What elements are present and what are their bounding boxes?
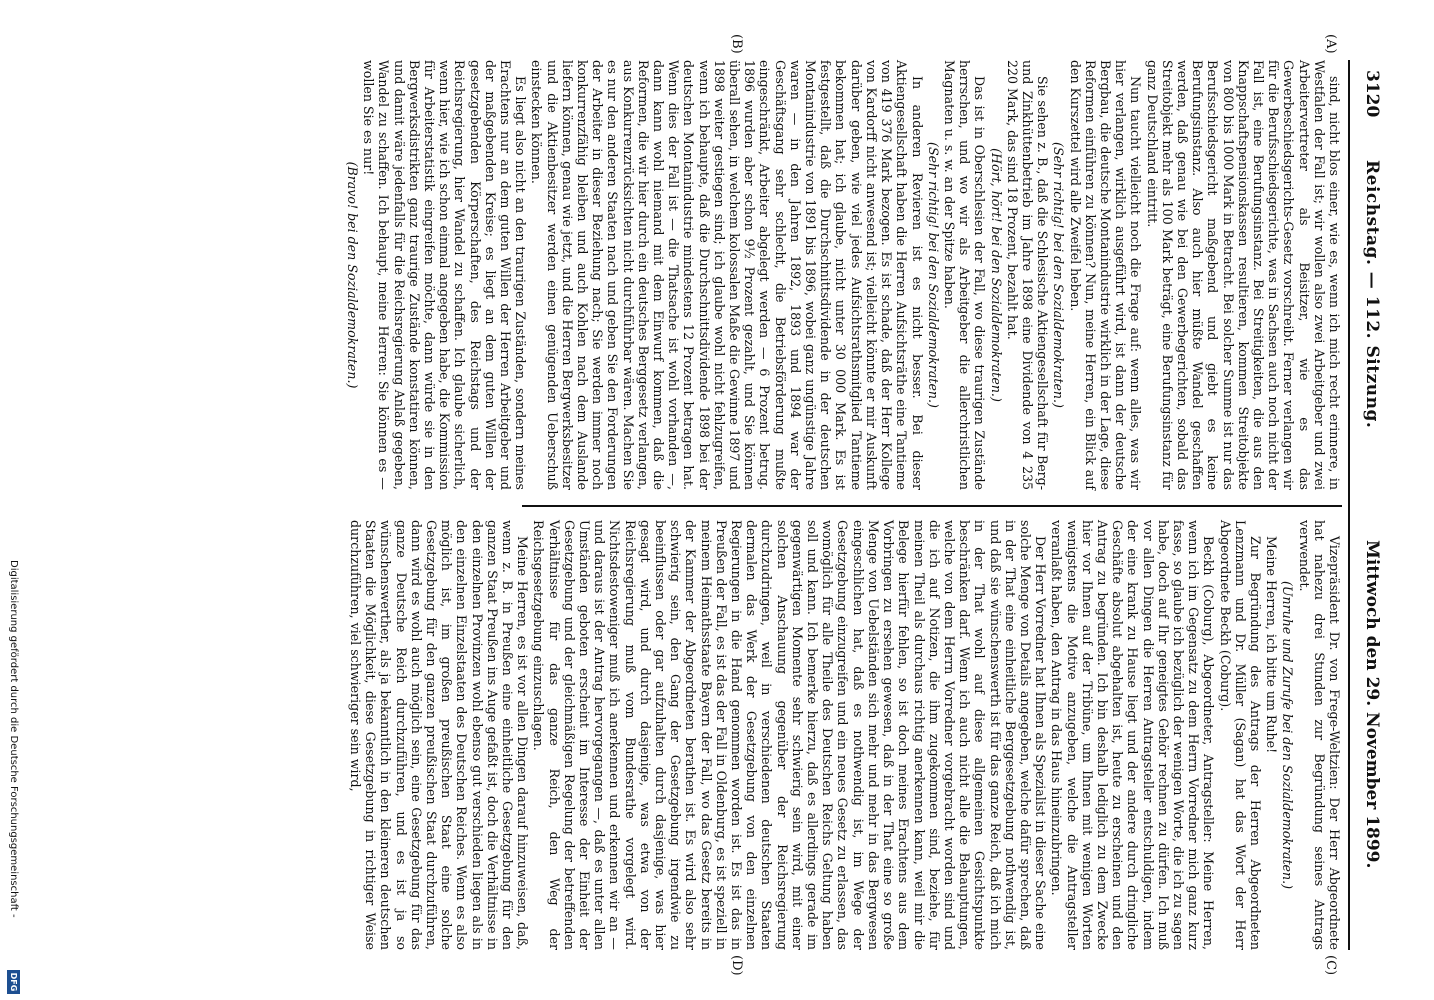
page-number: 3120 xyxy=(1362,70,1382,118)
interjection: (Hört, hört! bei den Sozialdemokraten.) xyxy=(988,148,1004,402)
header-title: Reichstag. — 112. Sitzung. xyxy=(1362,160,1382,429)
left-column xyxy=(345,60,1342,490)
interjection: (Sehr richtig! bei den Sozialdemokraten.) xyxy=(925,142,941,408)
paragraph: Zur Begründung des Antrags der Herren Abgeordneten Lenzmann und Dr. Müller (Sagan) hat das Wort der Herr Abgeordnete Beckh (Coburg). xyxy=(1217,520,1263,950)
header-rule xyxy=(1348,60,1350,950)
page-header xyxy=(1352,60,1386,950)
paragraph: Meine Herren, es ist vor allen Dingen darauf hinzuweisen, daß, wenn z. B. in Preußen eine einheitliche Gesetzgebung für den ganzen Staat Preußen ins Auge gefaßt ist, doch die Verhältnisse in den einzelnen Provinzen wohl ebenso gut verschieden liegen als in den einzelnen Einzelstaaten des Deutschen Reiches. Wenn es also möglich ist, im großen preußischen Staat eine solche Gesetzgebung für den ganzen preußischen Staat durchzuführen, dann wird es wohl auch möglich sein, eine Gesetzgebung für das ganze Deutsche Reich durchzuführen, und es ist ja so wünschenswerther, als ja bekanntlich in den kleineren deutschen Staaten die Möglichkeit, diese Gesetzgebung in richtiger Weise durchzuführen, viel schwieriger sein wird, xyxy=(348,520,531,950)
page-footer xyxy=(4,0,22,1000)
dfg-logo: DFG xyxy=(7,970,20,994)
header-date: Mittwoch den 29. November 1899. xyxy=(1362,540,1382,869)
interjection: (Unruhe und Zurufe bei den Sozialdemokraten.) xyxy=(1280,580,1296,890)
paragraph: Das ist in Oberschlesien der Fall, wo diese traurigen Zustände herrschen, und wo wir als Arbeitgeber die allerchristlichen Magnaten u. s. w. an der Spitze haben. xyxy=(941,60,988,490)
paragraph: Der Herr Vorredner hat Ihnen als Spezialist in dieser Sache eine solche Menge von Details angegeben, welche dafür sprechen, daß in der That eine einheitliche Berggesetzgebung nothwendig ist, und daß sie wünschenswerth ist für das ganze Reich, daß ich mich in der That wohl auf diese allgemeinen Gesichtspunkte beschränken darf. Wenn ich auch nicht alle die Behauptungen, welche von dem Herrn Vorredner vorgebracht worden sind und die ich auf Notizen, die ihm zugekommen sind, beziehe, für meinen Theil als durchaus richtig anerkennen kann, weil mir die Belege hierfür fehlen, so ist doch meines Erachtens aus dem Vorbringen zu ersehen gewesen, daß in der That eine so große Menge von Uebelständen sich mehr und mehr in das Bergwesen eingeschlichen hat, daß es nothwendig ist, im Wege der Gesetzgebung einzugreifen und ein neues Gesetz zu erlassen, das womöglich für alle Theile des Deutschen Reichs Geltung haben soll und kann. Ich bemerke hierzu, daß es allerdings gerade im gegenwärtigen Momente sehr schwierig sein wird, mit einer solchen Anschauung gegenüber der Reichsregierung durchzudringen, weil in verschiedenen deutschen Staaten dermalen das Werk der Gesetzgebung von den einzelnen Regierungen in die Hand genommen worden ist. Es ist das in Preußen der Fall, es ist das der Fall in Oldenburg, es ist speziell in meinem Heimathsstaate Bayern der Fall, wo das Gesetz bereits in der Kammer der Abgeordneten berathen ist. Es wird also sehr schwierig sein, den Gang der Gesetzgebung irgendwie zu beeinflussen oder gar aufzuhalten durch dasjenige, was hier gesagt wird, und durch dasjenige, was etwa von der Reichsregierung muß vom Bundesrathe vorgelegt wird. Nichtsdestoweniger muß ich anerkennen und erkennen wir an — und daraus ist der Antrag hervorgegangen —, daß es unter allen Umständen geboten erscheint im Interesse der Einheit der Gesetzgebung und der gleichmäßigen Regelung der betreffenden Verhältnisse für das ganze Reich, den Weg der Reichsgesetzgebung einzuschlagen. xyxy=(531,520,1049,950)
interjection: (Bravo! bei den Sozialdemokraten.) xyxy=(345,161,360,389)
interjection: (Sehr richtig! bei den Sozialdemokraten.) xyxy=(1051,142,1067,408)
margin-letter-d: (D) xyxy=(729,955,744,976)
column-divider xyxy=(522,505,1342,507)
paragraph: In anderen Revieren ist es nicht besser. Bei dieser Aktiengesellschaft haben die Herren Aufsichtsräthe eine Tantieme von 419 376 Mark bezogen. Es ist schade, daß der Herr Kollege von Kardorff nicht anwesend ist; vielleicht könnte er mir Auskunft darüber geben, wie viel jedes Aufsichtsrathsmitglied Tantieme bekommen hat; ich glaube, nicht unter 30 000 Mark. Es ist festgestellt, daß die Durchschnittsdividende in der deutschen Montanindustrie von 1891 bis 1896, wobei ganz ungünstige Jahre waren — in den Jahren 1892, 1893 und 1894 war der Geschäftsgang sehr schlecht, die Betriebsförderung mußte eingeschränkt, Arbeiter abgelegt werden — 6 Prozent betrug. 1896 wurden aber schon 9½ Prozent gezahlt, und Sie können überall sehen, in welchem kolossalen Maße die Gewinne 1897 und 1898 weiter gestiegen sind; ich glaube wohl nicht fehlzugreifen, wenn ich behaupte, daß die Durchschnittsdividende 1898 bei der deutschen Montanindustrie mindestens 12 Prozent betragen hat. Wenn dies der Fall ist — die Thatsache ist wohl vorhanden —, dann kann wohl niemand mit dem Einwurf kommen, daß die Reformen, die wir hier durch ein deutsches Berggesetz verlangen, aus Konkurrenzrücksichten nicht durchführbar wären. Machen Sie es nur den anderen Staaten nach und geben Sie den Forderungen der Arbeiter in dieser Beziehung nach; Sie werden immer noch konkurrenzfähig bleiben und auch Kohlen nach dem Auslande liefern können, genau wie jetzt, und die Herren Bergwerksbesitzer und die Aktienbesitzer werden einen genügenden Ueberschuß einstecken können. xyxy=(529,60,925,490)
paragraph: Meine Herren, ich bitte um Ruhe! xyxy=(1264,536,1280,754)
margin-letter-a: (A) xyxy=(1323,34,1338,54)
paragraph: Vizepräsident Dr. von Frege-Weltzien: Der Herr Abgeordnete hat nahezu drei Stunden zur Begründung seines Antrags verwendet. xyxy=(1296,520,1342,950)
paragraph: Sie sehen z. B., daß die Schlesische Aktiengesellschaft für Berg- und Zinkhüttenbetrieb im Jahre 1898 eine Dividende von 4 235 220 Mark, das sind 18 Prozent, bezahlt hat. xyxy=(1004,60,1051,490)
paragraph: Nun taucht vielleicht noch die Frage auf: wenn alles, was wir hier verlangen, wirklich ausgeführt wird, ist dann der deutsche Bergbau, die deutsche Montanindustrie wirklich in der Lage, diese Reformen einführen zu können? Nun, meine Herren, ein Blick auf den Kurszettel wird alle Zweifel heben. xyxy=(1067,60,1144,490)
paragraph: sind, nicht blos einer, wie es, wenn ich mich recht erinnere, in Westfalen der Fall ist; wir wollen also zwei Arbeitgeber und zwei Arbeitervertreter als Beisitzer, wie es das Gewerbeschiedsgerichts-Gesetz vorschreibt. Ferner verlangen wir für die Berufsschiedsgerichte, was in Sachsen auch noch nicht der Fall ist, eine Berufungsinstanz. Bei Streitigkeiten, die aus den Knappschaftspensionskassen resultieren, kommen Streitobjekte von 800 bis 1000 Mark in Betracht. Bei solcher Summe ist nur das Berufsschiedsgericht maßgebend und giebt es keine Berufungsinstanz. Also auch hier müßte Wandel geschaffen werden, daß genau wie bei den Gewerbegerichten, sobald das Streitobjekt mehr als 100 Mark beträgt, eine Berufungsinstanz für ganz Deutschland eintritt. xyxy=(1144,60,1342,490)
margin-letter-c: (C) xyxy=(1323,955,1338,976)
right-column xyxy=(348,520,1342,950)
margin-letter-b: (B) xyxy=(729,34,744,54)
footer-credit: Digitalisierung gefördert durch die Deutsche Forschungsgemeinschaft - xyxy=(8,560,19,918)
paragraph: Beckh (Coburg), Abgeordneter, Antragsteller: Meine Herren, wenn ich im Gegensatz zu dem Herrn Vorredner mich ganz kurz fasse, so glaube ich bezüglich der wenigen Worte, die ich zu sagen habe, doch auf Ihr geneigtes Gehör rechnen zu dürfen. Ich muß vor allen Dingen die Herren Antragsteller entschuldigen, indem der eine krank zu Hause liegt und der andere durch dringliche Geschäfte absolut abgehalten ist, heute zu erscheinen und den Antrag zu begründen. Ich bin deshalb lediglich zu dem Zwecke hier vor Ihnen auf der Tribüne, um Ihnen mit wenigen Worten wenigstens die Motive anzugeben, welche die Antragsteller veranlaßt haben, den Antrag in das Haus hineinzubringen. xyxy=(1049,520,1217,950)
paragraph: Es liegt also nicht an den traurigen Zuständen, sondern meines Erachtens nur an dem guten Willen der Herren Arbeitgeber und der maßgebenden Kreise; es liegt an dem guten Willen der gesetzgebenden Körperschaften, des Reichstags und der Reichsregierung, hier Wandel zu schaffen. Ich glaube sicherlich, wenn hier, wie ich schon einmal angegeben habe, die Kommission für Arbeiterstatistik eingreifen möchte, dann würde sie in den Bergwerksdistrikten ganz traurige Zustände konstatiren können, und damit wäre jedenfalls für die Reichsregierung Anlaß gegeben, Wandel zu schaffen. Ich behaupt, meine Herren: Sie können es — wollen Sie es nur! xyxy=(361,60,529,490)
